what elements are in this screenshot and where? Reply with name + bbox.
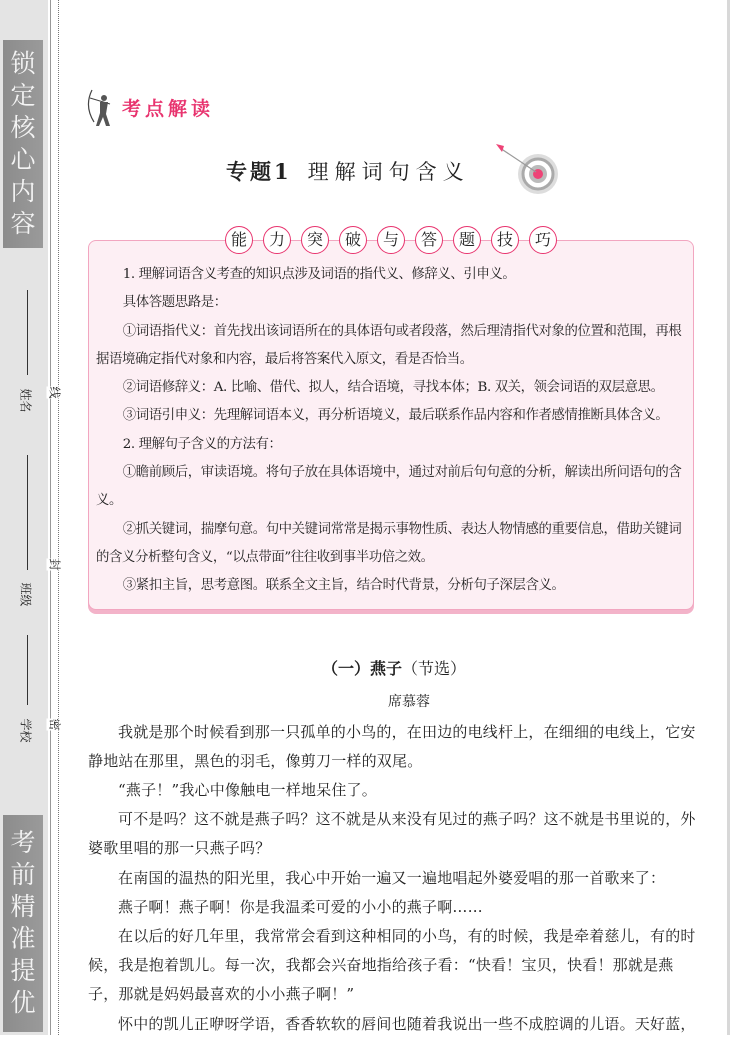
article-body: [88, 718, 700, 1039]
tip-paragraph: ①词语指代义：首先找出该词语所在的具体语句或者段落，然后理清指代对象的位置和范围，再根据语境确定指代对象和内容，最后将答案代入原文，看是否恰当。: [96, 323, 682, 367]
topic-name: 理解词句含义: [307, 160, 470, 184]
article-title: [88, 658, 700, 680]
tab-char: 准: [10, 924, 36, 953]
tab-char: 提: [10, 956, 36, 985]
tip-paragraph: ②词语修辞义：A. 比喻、借代、拟人，结合语境，寻找本体；B. 双关，领会词语的双层意思。: [122, 380, 664, 396]
title-char: 力: [263, 226, 291, 254]
article-paragraph: 在南国的温热的阳光里，我心中开始一遍又一遍地唱起外婆爱唱的那一首歌来了：: [118, 868, 666, 887]
tab-char: 内: [10, 177, 36, 206]
school-blank: [27, 635, 28, 705]
title-char: 题: [453, 226, 481, 254]
tip-paragraph: ①瞻前顾后，审读语境。将句子放在具体语境中，通过对前后句句意的分析，解读出所问语句的含义。: [96, 465, 682, 509]
article-author: 席慕蓉: [388, 693, 430, 710]
school-label: 学校: [18, 718, 33, 743]
tips-box: [88, 240, 694, 610]
tab-char: 优: [10, 988, 36, 1017]
target-icon: [488, 138, 568, 198]
title-char: 破: [339, 226, 367, 254]
class-label: 班级: [18, 582, 33, 607]
article-title-text: （一）燕子: [321, 658, 402, 678]
title-char: 技: [491, 226, 519, 254]
tab-char: 核: [10, 113, 36, 142]
main-content: [88, 226, 700, 1049]
topic-number: 专题1: [226, 159, 292, 184]
tab-char: 锁: [10, 49, 36, 78]
tab-char: 容: [10, 209, 36, 238]
article-paragraph: 我就是那个时候看到那一只孤单的小鸟的，在田边的电线杆上，在细细的电线上，它安静地站在那里，黑色的羽毛，像剪刀一样的双尾。: [88, 722, 696, 770]
tips-box-title: [88, 226, 694, 254]
tip-paragraph: ②抓关键词，揣摩句意。句中关键词常常是揭示事物性质、表达人物情感的重要信息，借助关键词的含义分析整句含义，“以点带面”往往收到事半功倍之效。: [96, 521, 682, 565]
title-char: 答: [415, 226, 443, 254]
title-char: 与: [377, 226, 405, 254]
tab-char: 定: [10, 81, 36, 110]
margin-line: [50, 0, 51, 1035]
cut-mark-seal: 封: [47, 558, 62, 571]
sidebar-tab-bottom: [3, 815, 43, 1032]
article-paragraph: 燕子啊！燕子啊！你是我温柔可爱的小小的燕子啊……: [118, 897, 483, 916]
class-blank: [27, 455, 28, 570]
cut-line: [58, 0, 59, 1035]
title-char: 突: [301, 226, 329, 254]
cut-mark-line: 线: [47, 386, 62, 399]
tip-paragraph: ③词语引申义：先理解词语本义，再分析语境义，最后联系作品内容和作者感情推断具体含义。: [122, 408, 669, 424]
tip-paragraph: ③紧扣主旨，思考意图。联系全文主旨，结合时代背景，分析句子深层含义。: [122, 578, 565, 594]
archer-icon: [86, 88, 116, 128]
article-title-note: （节选）: [402, 658, 467, 678]
tab-char: 考: [10, 828, 36, 857]
topic-title: [226, 156, 470, 186]
tip-paragraph: 具体答题思路是：: [122, 295, 227, 311]
article-paragraph: 在以后的好几年里，我常常会看到这种相同的小鸟，有的时候，我是牵着慈儿，有的时候，我是抱着凯儿。每一次，我都会兴奋地指给孩子看：“快看！宝贝，快看！那就是燕子，那就是妈妈最喜欢的小小燕子啊！”: [88, 926, 696, 1004]
tip-paragraph: 2. 理解句子含义的方法有：: [122, 436, 282, 452]
title-char: 能: [225, 226, 253, 254]
tab-char: 精: [10, 892, 36, 921]
tab-char: 前: [10, 860, 36, 889]
sidebar-tab-top: [3, 40, 43, 248]
name-label: 姓名: [18, 388, 33, 413]
section-label: 考点解读: [122, 98, 215, 120]
cut-mark-secret: 密: [47, 718, 62, 731]
tip-paragraph: 1. 理解词语含义考查的知识点涉及词语的指代义、修辞义、引申义。: [122, 267, 516, 282]
title-char: 巧: [529, 226, 557, 254]
name-blank: [27, 290, 28, 375]
article-paragraph: 可不是吗？这不就是燕子吗？这不就是从来没有见过的燕子吗？这不就是书里说的，外婆歌里唱的那一只燕子吗？: [88, 810, 696, 858]
article-paragraph: “燕子！”我心中像触电一样地呆住了。: [118, 780, 377, 799]
tab-char: 心: [10, 145, 36, 174]
article-paragraph: 怀中的凯儿正咿呀学语，香香软软的唇间也随着我说出一些不成腔调的儿语。天好蓝，: [118, 1014, 696, 1033]
